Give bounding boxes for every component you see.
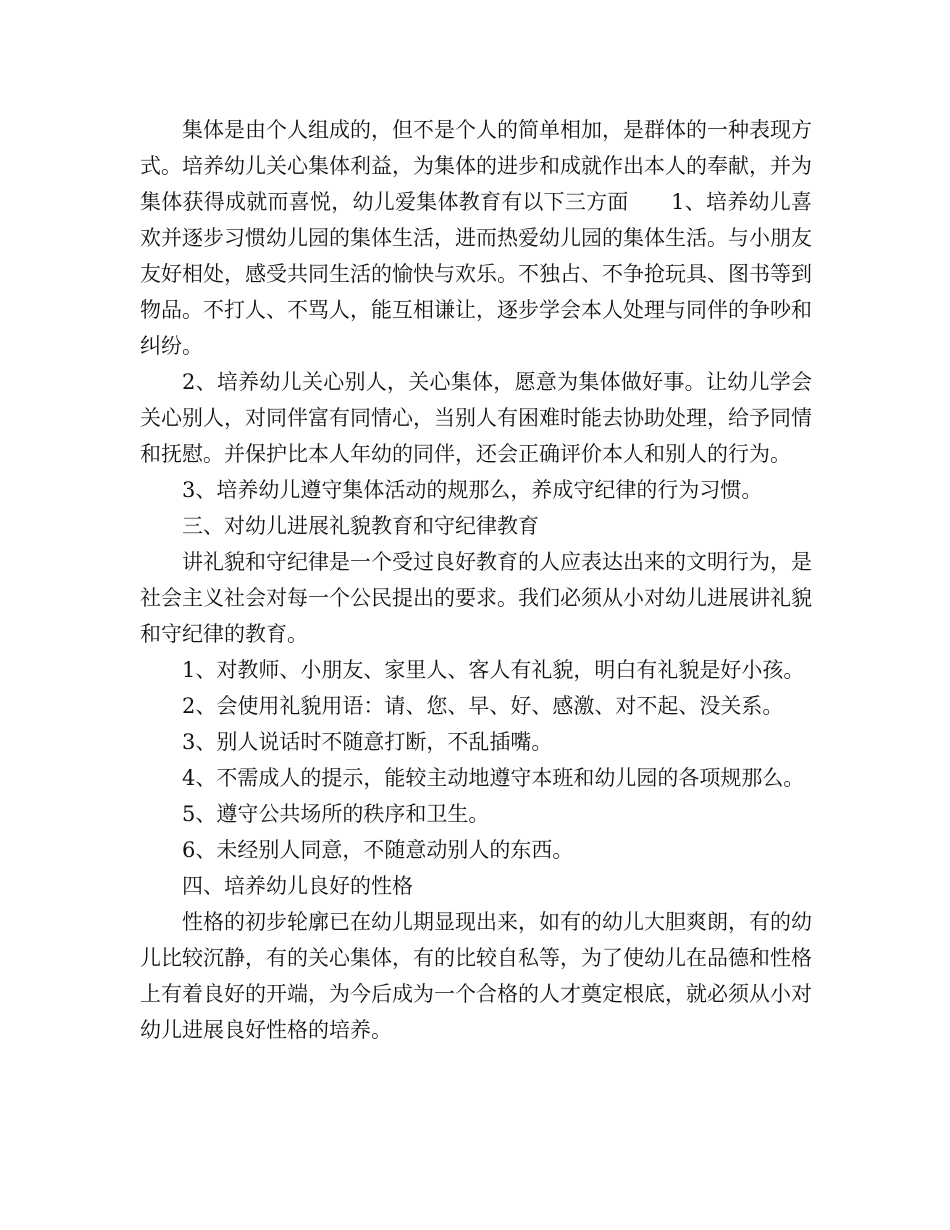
paragraph-collective-intro: 集体是由个人组成的，但不是个人的简单相加，是群体的一种表现方式。培养幼儿关心集体利益，为集体的进步和成就作出本人的奉献，并为集体获得成就而喜悦，幼儿爱集体教育有以下三方面 1、培养幼儿喜欢并逐步习惯幼儿园的集体生活，进而热爱幼儿园的集体生活。与小朋友友好相处，感受共同生活的愉快与欢乐。不独占、不争抢玩具、图书等到物品。不打人、不骂人，能互相谦让，逐步学会本人处理与同伴的争吵和纠纷。 bbox=[140, 118, 812, 358]
list-item-politeness-5: 5、遵守公共场所的秩序和卫生。 bbox=[182, 802, 490, 826]
paragraph-item-3-rules: 3、培养幼儿遵守集体活动的规那么，养成守纪律的行为习惯。 bbox=[182, 478, 763, 502]
list-item-politeness-3: 3、别人说话时不随意打断，不乱插嘴。 bbox=[182, 730, 553, 754]
list-item-politeness-2: 2、会使用礼貌用语：请、您、早、好、感激、对不起、没关系。 bbox=[182, 694, 784, 718]
section-heading-politeness: 三、对幼儿进展礼貌教育和守纪律教育 bbox=[182, 514, 539, 538]
section-heading-character: 四、培养幼儿良好的性格 bbox=[182, 874, 413, 898]
document-body bbox=[140, 112, 812, 1048]
paragraph-character-intro: 性格的初步轮廓已在幼儿期显现出来，如有的幼儿大胆爽朗，有的幼儿比较沉静，有的关心集体，有的比较自私等，为了使幼儿在品德和性格上有着良好的开端，为今后成为一个合格的人才奠定根底，就必须从小对幼儿进展良好性格的培养。 bbox=[140, 910, 812, 1042]
list-item-politeness-6: 6、未经别人同意，不随意动别人的东西。 bbox=[182, 838, 574, 862]
list-item-politeness-4: 4、不需成人的提示，能较主动地遵守本班和幼儿园的各项规那么。 bbox=[182, 766, 805, 790]
paragraph-politeness-intro: 讲礼貌和守纪律是一个受过良好教育的人应表达出来的文明行为，是社会主义社会对每一个公民提出的要求。我们必须从小对幼儿进展讲礼貌和守纪律的教育。 bbox=[140, 550, 812, 646]
list-item-politeness-1: 1、对教师、小朋友、家里人、客人有礼貌，明白有礼貌是好小孩。 bbox=[182, 658, 805, 682]
paragraph-item-2-care-others: 2、培养幼儿关心别人，关心集体，愿意为集体做好事。让幼儿学会关心别人，对同伴富有同情心，当别人有困难时能去协助处理，给予同情和抚慰。并保护比本人年幼的同伴，还会正确评价本人和别人的行为。 bbox=[140, 370, 812, 466]
